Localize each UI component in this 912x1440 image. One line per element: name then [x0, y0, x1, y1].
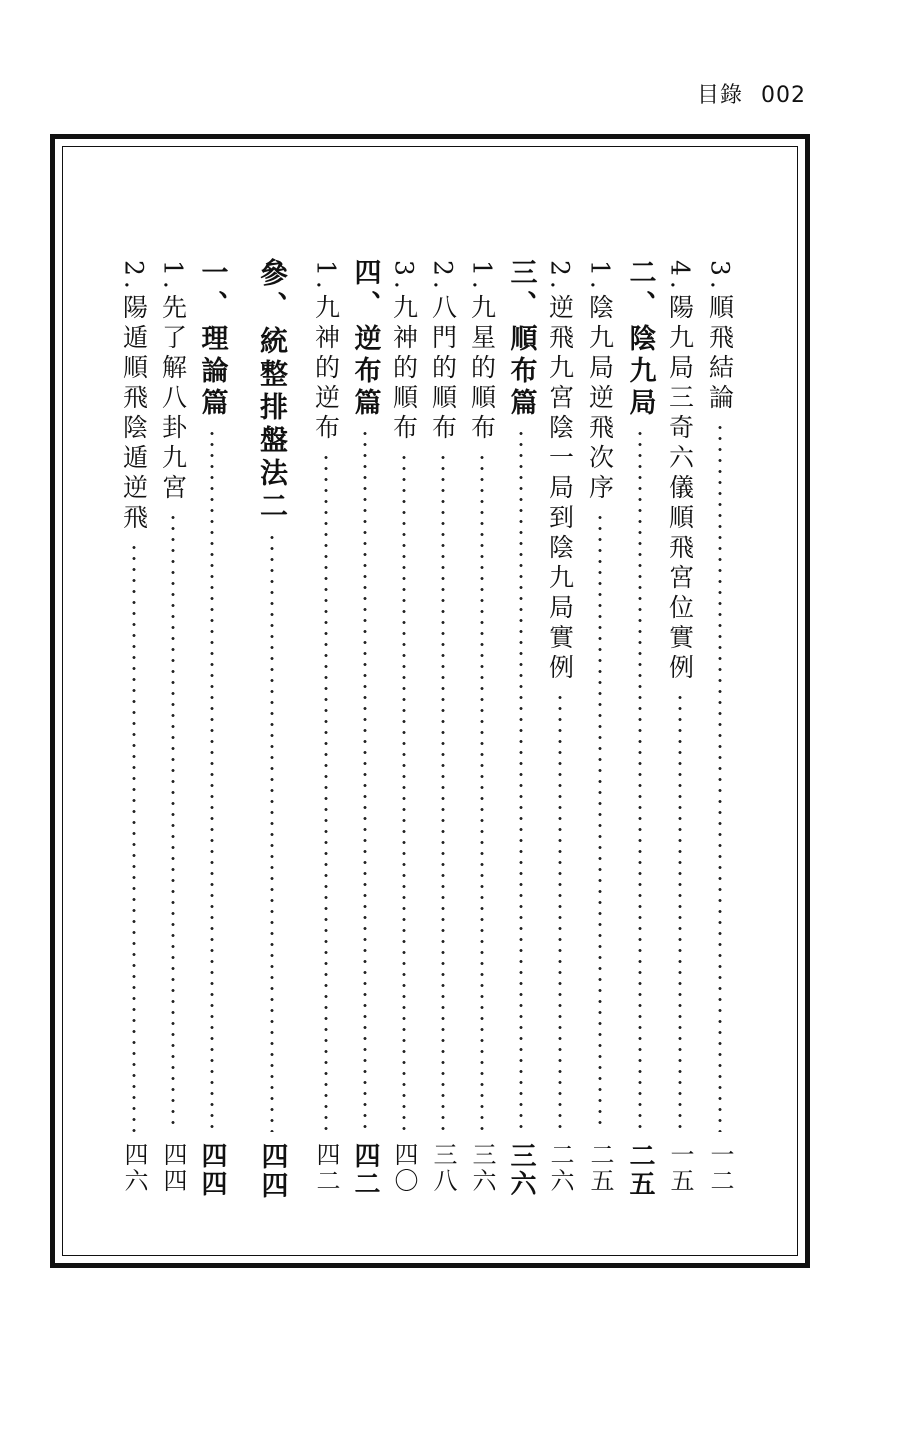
entry-page: 三八 [429, 1142, 457, 1194]
dot-leader [132, 542, 136, 1132]
entry-page: 四四 [159, 1142, 187, 1194]
dot-leader [678, 692, 682, 1132]
dot-leader [402, 452, 406, 1132]
section-title: 陰九局 [624, 324, 656, 420]
section-marker: 三、 [505, 258, 537, 322]
dot-leader [718, 422, 722, 1132]
part-marker: 參、 [256, 258, 289, 324]
entry-title: 3.九神的順布 [389, 260, 419, 444]
section-marker: 二、 [624, 258, 656, 322]
entry-title: 1.先了解八卦九宮 [158, 260, 188, 504]
toc-entry[interactable] [425, 258, 461, 1204]
entry-title: 2.八門的順布 [428, 260, 458, 444]
dot-leader [324, 452, 328, 1132]
dot-leader [171, 512, 175, 1132]
toc-entry[interactable] [116, 258, 152, 1204]
toc-entry[interactable] [464, 258, 500, 1204]
entry-page: 一五 [666, 1142, 694, 1194]
entry-title: 2.逆飛九宮陰一局到陰九局實例 [545, 260, 575, 684]
dot-leader [598, 512, 602, 1132]
dot-leader [519, 428, 523, 1132]
dot-leader [480, 452, 484, 1132]
entry-title: 4.陽九局三奇六儀順飛宮位實例 [665, 260, 695, 684]
entry-page: 三六 [506, 1142, 536, 1198]
page-header [697, 78, 806, 109]
toc-entry[interactable] [308, 258, 344, 1204]
entry-page: 三六 [468, 1142, 496, 1194]
section-marker: 一、 [196, 258, 228, 322]
toc-entry[interactable] [662, 258, 698, 1204]
entry-page: 二六 [546, 1142, 574, 1194]
entry-page: 四六 [120, 1142, 148, 1194]
entry-page: 四〇 [390, 1142, 418, 1194]
dot-leader [270, 532, 274, 1132]
part-title: 統整排盤法二 [256, 326, 289, 524]
entry-title: 2.陽遁順飛陰遁逆飛 [119, 260, 149, 534]
section-marker: 四、 [349, 258, 381, 322]
section-title: 逆布篇 [349, 324, 381, 420]
dot-leader [638, 428, 642, 1132]
entry-title: 3.順飛結論 [705, 260, 735, 414]
toc-entry[interactable] [582, 258, 618, 1204]
toc-section[interactable] [622, 258, 658, 1204]
dot-leader [441, 452, 445, 1132]
entry-title: 1.九星的順布 [467, 260, 497, 444]
toc-heading: 目錄 [696, 83, 743, 108]
toc-entry[interactable] [386, 258, 422, 1204]
entry-page: 二五 [586, 1142, 614, 1194]
entry-page: 四二 [312, 1142, 340, 1194]
entry-page: 四四 [197, 1142, 227, 1198]
dot-leader [558, 692, 562, 1132]
toc-section[interactable] [347, 258, 383, 1204]
toc-section[interactable] [194, 258, 230, 1204]
section-title: 理論篇 [196, 324, 228, 420]
entry-page: 一二 [706, 1142, 734, 1194]
entry-page: 四二 [350, 1142, 380, 1198]
section-title: 順布篇 [505, 324, 537, 420]
entry-title: 1.陰九局逆飛次序 [585, 260, 615, 504]
toc-entry[interactable] [542, 258, 578, 1204]
page-number: 002 [761, 83, 806, 108]
entry-page: 二五 [625, 1142, 655, 1198]
toc-section[interactable] [503, 258, 539, 1204]
dot-leader [210, 428, 214, 1132]
dot-leader [363, 428, 367, 1132]
entry-title: 1.九神的逆布 [311, 260, 341, 444]
toc-part[interactable] [252, 258, 292, 1204]
toc-entry[interactable] [702, 258, 738, 1204]
toc-entry[interactable] [155, 258, 191, 1204]
entry-page: 四四 [256, 1142, 288, 1200]
